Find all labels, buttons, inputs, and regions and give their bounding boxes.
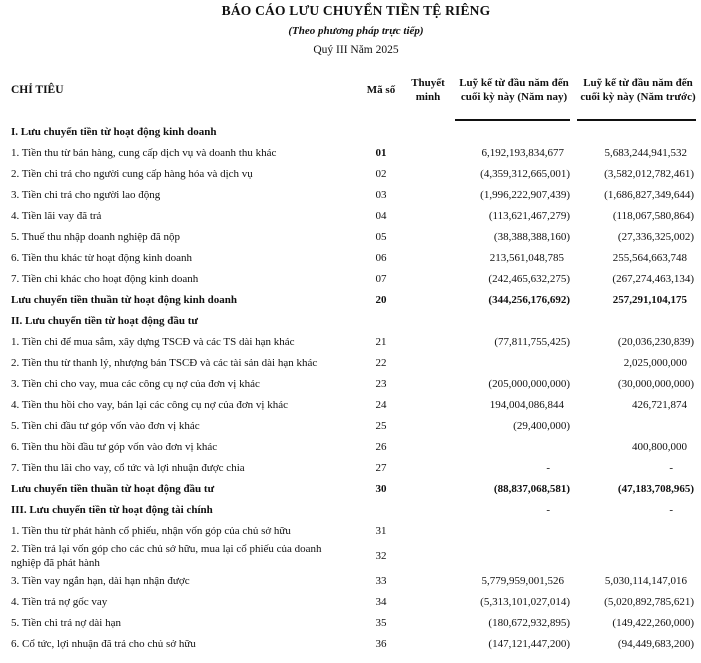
cell-previous: (118,067,580,864): [612, 209, 694, 222]
cell-current: (205,000,000,000): [488, 377, 570, 390]
cell-label: 5. Thuế thu nhập doanh nghiệp đã nộp: [11, 230, 181, 243]
cell-current: [453, 363, 575, 365]
table-row: [11, 143, 701, 164]
column-header-label-text: CHỈ TIÊU: [11, 83, 64, 96]
cell-previous: 426,721,874: [632, 398, 687, 411]
cell-previous: 257,291,104,175: [612, 293, 687, 306]
cell-previous: (149,422,260,000): [612, 617, 694, 630]
cell-current: (344,256,176,692): [488, 293, 570, 306]
cell-notes: [403, 468, 453, 470]
column-header-code: [359, 58, 403, 122]
column-header-current-text: Luỹ kế từ đầu năm đến cuối kỳ này (Năm nay): [459, 76, 569, 103]
cell-label: III. Lưu chuyển tiền từ hoạt động tài chính: [11, 503, 213, 516]
cell-label: 2. Tiền trả lại vốn góp cho các chủ sở hữu, mua lại cổ phiếu của doanh nghiệp đã phát hành: [11, 543, 322, 569]
cell-code: 22: [375, 356, 387, 369]
cell-code: 25: [375, 419, 387, 432]
cell-previous: (267,274,463,134): [612, 272, 694, 285]
cell-code: 06: [375, 251, 387, 264]
cell-previous: (27,336,325,002): [617, 230, 694, 243]
cell-label: Lưu chuyển tiền thuần từ hoạt động đầu tư: [11, 482, 215, 495]
cell-current: [453, 321, 575, 323]
table-row: [11, 521, 701, 542]
cell-notes: [403, 489, 453, 491]
document-period: Quý III Năm 2025: [313, 44, 399, 56]
cell-current: (88,837,068,581): [493, 482, 570, 495]
cell-current: (147,121,447,200): [488, 638, 570, 651]
table-row: [11, 593, 701, 614]
cell-label: 3. Tiền chi trả cho người lao động: [11, 188, 161, 201]
cell-label: 5. Tiền chi trả nợ dài hạn: [11, 617, 121, 630]
cell-label: 6. Tiền thu hồi đầu tư góp vốn vào đơn vị khác: [11, 440, 218, 453]
cell-notes: [403, 300, 453, 302]
table-row: [11, 458, 701, 479]
cell-notes: [403, 384, 453, 386]
cell-label: II. Lưu chuyển tiền từ hoạt động đầu tư: [11, 314, 198, 327]
cell-current: [453, 531, 575, 533]
cell-previous: [575, 531, 701, 533]
table-row: [11, 542, 701, 572]
table-row: [11, 206, 701, 227]
table-row: [11, 248, 701, 269]
header-underline-previous: [577, 119, 696, 121]
cell-previous: -: [669, 461, 673, 474]
cell-notes: [403, 342, 453, 344]
cell-previous: 5,030,114,147,016: [604, 575, 687, 588]
document-subtitle: (Theo phương pháp trực tiếp): [288, 25, 424, 37]
cell-code: 21: [375, 335, 387, 348]
table-row: [11, 185, 701, 206]
cell-previous: (30,000,000,000): [617, 377, 694, 390]
cell-previous: -: [669, 503, 673, 516]
column-header-label: [11, 58, 359, 122]
cell-current: (77,811,755,425): [494, 335, 570, 348]
cell-current: 5,779,959,001,526: [481, 575, 564, 588]
cell-label: 7. Tiền thu lãi cho vay, cổ tức và lợi nhuận được chia: [11, 461, 245, 474]
cell-code: [359, 132, 403, 134]
cell-current: (29,400,000): [513, 419, 570, 432]
cell-current: 6,192,193,834,677: [481, 146, 564, 159]
cell-code: 26: [375, 440, 387, 453]
table-row: [11, 500, 701, 521]
cell-label: 3. Tiền chi cho vay, mua các công cụ nợ của đơn vị khác: [11, 377, 260, 390]
column-header-previous-period: [575, 58, 701, 122]
cell-code: [359, 510, 403, 512]
cell-notes: [403, 321, 453, 323]
table-body: [11, 122, 701, 656]
table-row: [11, 227, 701, 248]
column-header-code-text: Mã số: [366, 83, 396, 96]
cell-label: 4. Tiền lãi vay đã trả: [11, 209, 102, 222]
cell-previous: (5,020,892,785,621): [604, 596, 694, 609]
cell-code: 31: [375, 524, 387, 537]
table-row: [11, 416, 701, 437]
cell-current: [453, 556, 575, 558]
cell-current: -: [546, 461, 550, 474]
table-row: [11, 290, 701, 311]
column-header-notes-text: Thuyết minh: [411, 76, 445, 103]
cell-code: 30: [375, 482, 387, 495]
cell-notes: [403, 216, 453, 218]
document-title: BÁO CÁO LƯU CHUYỂN TIỀN TỆ RIÊNG: [221, 3, 491, 18]
table-row: [11, 311, 701, 332]
cell-current: -: [546, 503, 550, 516]
cell-code: 20: [375, 293, 387, 306]
cell-previous: (1,686,827,349,644): [604, 188, 694, 201]
column-header-previous-text: Luỹ kế từ đầu năm đến cuối kỳ này (Năm trước): [580, 76, 696, 103]
cell-current: (113,621,467,279): [488, 209, 570, 222]
cell-current: (4,359,312,665,001): [480, 167, 570, 180]
cell-code: 04: [375, 209, 387, 222]
cell-previous: [575, 426, 701, 428]
cell-notes: [403, 405, 453, 407]
cell-code: [359, 321, 403, 323]
table-row: [11, 332, 701, 353]
cell-notes: [403, 623, 453, 625]
cell-previous: [575, 321, 701, 323]
cell-notes: [403, 510, 453, 512]
cell-notes: [403, 581, 453, 583]
cell-current: 194,004,086,844: [489, 398, 564, 411]
cell-previous: 255,564,663,748: [612, 251, 687, 264]
cell-current: (38,388,388,160): [493, 230, 570, 243]
cell-code: 33: [375, 575, 387, 588]
cell-previous: [575, 556, 701, 558]
cell-label: 5. Tiền chi đầu tư góp vốn vào đơn vị khác: [11, 419, 200, 432]
cell-code: 35: [375, 617, 387, 630]
column-header-notes: [403, 58, 453, 122]
cell-current: (180,672,932,895): [488, 617, 570, 630]
table-row: [11, 395, 701, 416]
cell-notes: [403, 153, 453, 155]
table-row: [11, 122, 701, 143]
table-row: [11, 572, 701, 593]
cell-notes: [403, 644, 453, 646]
cell-label: 6. Tiền thu khác từ hoạt động kinh doanh: [11, 251, 193, 264]
cell-notes: [403, 447, 453, 449]
cell-notes: [403, 174, 453, 176]
cell-code: 03: [375, 188, 387, 201]
cell-label: 1. Tiền thu từ phát hành cổ phiếu, nhận vốn góp của chủ sở hữu: [11, 524, 291, 537]
column-header-current-period: [453, 58, 575, 122]
cell-previous: (94,449,683,200): [617, 638, 694, 651]
cell-previous: [575, 132, 701, 134]
table-header-row: [11, 58, 701, 122]
table-row: [11, 479, 701, 500]
cell-previous: 5,683,244,941,532: [604, 146, 687, 159]
cell-notes: [403, 258, 453, 260]
cell-previous: (3,582,012,782,461): [604, 167, 694, 180]
cell-notes: [403, 426, 453, 428]
cell-current: [453, 447, 575, 449]
cell-code: 23: [375, 377, 387, 390]
table-row: [11, 374, 701, 395]
cell-notes: [403, 195, 453, 197]
cell-code: 24: [375, 398, 387, 411]
cell-code: 01: [375, 146, 387, 159]
table-row: [11, 437, 701, 458]
cell-label: 6. Cổ tức, lợi nhuận đã trả cho chủ sở hữu: [11, 638, 196, 651]
cell-notes: [403, 531, 453, 533]
cell-code: 32: [375, 549, 387, 562]
cell-label: 2. Tiền chi trả cho người cung cấp hàng hóa và dịch vụ: [11, 167, 253, 180]
cell-notes: [403, 237, 453, 239]
cell-code: 05: [375, 230, 387, 243]
cell-label: 1. Tiền thu từ bán hàng, cung cấp dịch vụ và doanh thu khác: [11, 146, 277, 159]
cell-label: 4. Tiền thu hồi cho vay, bán lại các công cụ nợ của đơn vị khác: [11, 398, 288, 411]
cell-current: 213,561,048,785: [489, 251, 564, 264]
table-row: [11, 164, 701, 185]
cell-current: (5,313,101,027,014): [480, 596, 570, 609]
cell-label: 1. Tiền chi để mua sắm, xây dựng TSCĐ và các TS dài hạn khác: [11, 335, 295, 348]
cell-code: 07: [375, 272, 387, 285]
cell-notes: [403, 602, 453, 604]
table-row: [11, 353, 701, 374]
cell-previous: 2,025,000,000: [623, 356, 687, 369]
cell-label: 2. Tiền thu từ thanh lý, nhượng bán TSCĐ và các tài sản dài hạn khác: [11, 356, 318, 369]
table-row: [11, 269, 701, 290]
cell-label: 3. Tiền vay ngắn hạn, dài hạn nhận được: [11, 575, 190, 588]
cell-previous: (20,036,230,839): [617, 335, 694, 348]
document-header: [11, 0, 701, 56]
cell-notes: [403, 556, 453, 558]
cell-notes: [403, 363, 453, 365]
cell-current: (1,996,222,907,439): [480, 188, 570, 201]
cell-notes: [403, 132, 453, 134]
cell-label: 7. Tiền chi khác cho hoạt động kinh doanh: [11, 272, 199, 285]
table-row: [11, 614, 701, 635]
cell-label: 4. Tiền trả nợ gốc vay: [11, 596, 108, 609]
cash-flow-table: [11, 58, 701, 656]
cell-current: [453, 132, 575, 134]
cell-label: Lưu chuyển tiền thuần từ hoạt động kinh doanh: [11, 293, 237, 306]
cell-previous: (47,183,708,965): [617, 482, 694, 495]
cell-notes: [403, 279, 453, 281]
cell-code: 34: [375, 596, 387, 609]
cell-previous: 400,800,000: [632, 440, 687, 453]
cell-current: (242,465,632,275): [488, 272, 570, 285]
cell-code: 36: [375, 638, 387, 651]
cell-code: 27: [375, 461, 387, 474]
header-underline-current: [455, 119, 570, 121]
cell-code: 02: [375, 167, 387, 180]
cell-label: I. Lưu chuyển tiền từ hoạt động kinh doanh: [11, 125, 217, 138]
table-row: [11, 635, 701, 656]
